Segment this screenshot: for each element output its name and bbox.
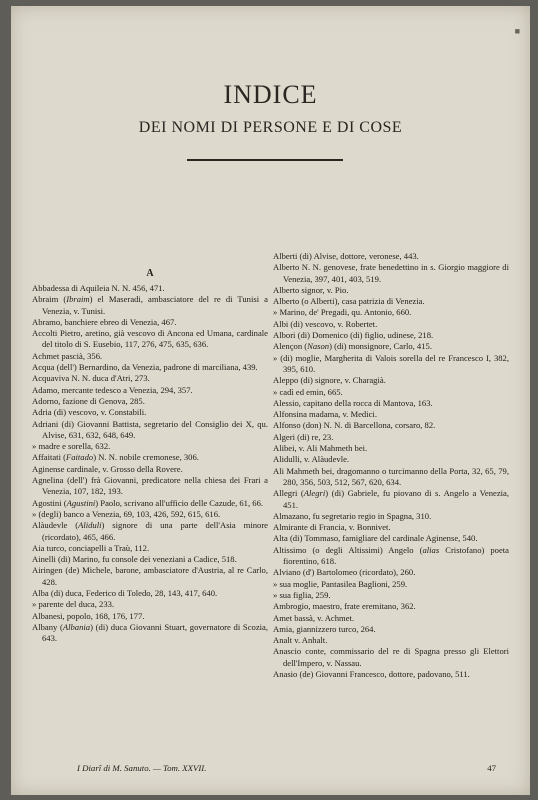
index-entry: Alessio, capitano della rocca di Mantova, 163. (273, 397, 433, 408)
index-entry: Alàudevle (Aliduli) signore di una parte dell'Asia minore (ricordato), 465, 466. (32, 520, 268, 542)
corner-mark: ■ (514, 26, 520, 36)
index-entry: Acqua (dell') Bernardino, da Venezia, padrone di marciliana, 439. (32, 362, 258, 373)
index-entry: Affaitati (Faitado) N. N. nobile cremonese, 306. (32, 452, 199, 463)
index-entry: Agostini (Agustini) Paolo, scrivano all'ufficio delle Cazude, 61, 66. (32, 497, 264, 508)
index-entry: Adamo, mercante tedesco a Venezia, 294, 357. (32, 384, 193, 395)
index-entry: Alberto signor, v. Pio. (273, 284, 349, 295)
index-entry: Aleppo (di) signore, v. Charagià. (273, 375, 386, 386)
section-letter: A (146, 268, 154, 279)
index-entry: Abbadessa di Aquileia N. N. 456, 471. (32, 283, 165, 293)
index-entry: Aia turco, conciapelli a Traù, 112. (32, 542, 150, 553)
index-entry: » parente del duca, 233. (32, 599, 115, 610)
index-entry: Albanesi, popolo, 168, 176, 177. (32, 610, 145, 621)
index-entry: » (di) moglie, Margherita di Valois sorella del re Francesco I, 382, 395, 610. (273, 352, 509, 374)
page-footer (77, 763, 496, 773)
index-entry: Abramo, banchiere ebreo di Venezia, 467. (32, 316, 177, 327)
title-divider (187, 159, 343, 161)
footer-source: I Diarî di M. Sanuto. — Tom. XXVII. (77, 763, 207, 773)
index-entry: Altissimo (o degli Altissimi) Angelo (alias Cristofano) poeta fiorentino, 618. (273, 544, 509, 567)
index-entry: » sua moglie, Pantasilea Baglioni, 259. (273, 578, 408, 589)
index-entry: Alba (di) duca, Federico di Toledo, 28, 143, 417, 640. (32, 588, 218, 599)
index-entry: Alfonso (don) N. N. di Barcellona, corsaro, 82. (273, 420, 436, 431)
index-entry: Accolti Pietro, aretino, già vescovo di Ancona ed Umana, cardinale del titolo di S. Eusebio, 117, 276, 475, 635, 636. (32, 328, 268, 350)
index-entry: Airingen (de) Michele, barone, ambasciatore d'Austria, al re Carlo, 428. (32, 565, 268, 587)
index-entry: » cadì ed emin, 665. (273, 386, 343, 397)
index-entry: Albi (di) vescovo, v. Robertet. (273, 318, 378, 329)
index-entry: Agnelina (dell') frà Giovanni, predicatore nella chiesa dei Frari a Venezia, 107, 182, 193. (32, 475, 268, 497)
index-entry: » Marino, de' Pregadi, qu. Antonio, 660. (273, 307, 412, 318)
index-entry: Albori (di) Domenico (di) figlio, udinese, 218. (273, 330, 434, 341)
page-subtitle: DEI NOMI DI PERSONE E DI COSE (138, 119, 403, 136)
index-entry: Abraim (Ibraim) el Maseradi, ambasciatore del re di Tunisi a Venezia, v. Tunisi. (32, 294, 268, 316)
left-entries (32, 283, 268, 645)
right-entries (273, 251, 509, 680)
index-entry: » (degli) banco a Venezia, 69, 103, 426, 592, 615, 616. (32, 508, 221, 519)
index-entry: Albany (Albania) (di) duca Giovanni Stuart, governatore di Scozia, 643. (32, 621, 268, 644)
index-entry: Alibei, v. Ali Mahmeth bei. (273, 443, 368, 454)
index-entry: Alta (di) Tommaso, famigliare del cardinale Aginense, 540. (273, 533, 478, 544)
index-entry: Alberti (di) Alvise, dottore, veronese, 443. (273, 251, 419, 261)
index-entry: Adria (di) vescovo, v. Constabili. (32, 407, 147, 418)
index-entry: Analt v. Anhalt. (273, 635, 328, 646)
index-entry: Alençon (Nason) (di) monsignore, Carlo, 415. (273, 341, 432, 352)
left-column (32, 251, 268, 645)
index-entry: Ambrogio, maestro, frate eremitano, 362. (273, 601, 416, 612)
index-entry: Ali Mahmeth bei, dragomanno o turcimanno della Porta, 32, 65, 79, 280, 356, 503, 512, 567, 620, 634. (273, 465, 509, 487)
index-page (11, 6, 530, 795)
index-entry: Adriani (di) Giovanni Battista, segretario del Consiglio dei X, qu. Alvise, 631, 632, 648, 649. (32, 418, 268, 440)
index-entry: Algeri (di) re, 23. (273, 431, 334, 442)
page-title: INDICE (223, 80, 318, 109)
index-entry: Aginense cardinale, v. Grosso della Rovere. (32, 463, 183, 474)
index-entry: Alberto N. N. genovese, frate benedettino in s. Giorgio maggiore di Venezia, 397, 401, 403, 519. (273, 262, 509, 284)
index-entry: Ainelli (di) Marino, fu console dei veneziani a Cadice, 518. (32, 554, 237, 565)
right-column (273, 251, 509, 680)
index-entry: » madre e sorella, 632. (32, 441, 111, 452)
index-entry: Alviano (d') Bartolomeo (ricordato), 260. (273, 567, 416, 578)
index-entry: Amet bassà, v. Achmet. (273, 612, 355, 623)
index-entry: Alfonsina madama, v. Medici. (273, 409, 377, 420)
index-entry: Adorno, fazione di Genova, 285. (32, 395, 145, 406)
index-entry: Amia, giannizzero turco, 264. (273, 623, 376, 634)
index-entry: Acquaviva N. N. duca d'Atri, 273. (32, 373, 150, 384)
index-entry: Alidulli, v. Alàudevle. (273, 454, 350, 465)
index-entry: Alberto (o Alberti), casa patrizia di Venezia. (273, 296, 425, 307)
index-entry: Achmet pascià, 356. (32, 350, 103, 361)
index-entry: Anasio (de) Giovanni Francesco, dottore, padovano, 511. (273, 668, 470, 679)
index-entry: » sua figlia, 259. (273, 589, 331, 600)
index-entry: Anascio conte, commissario del re di Spagna presso gli Elettori dell'Impero, v. Nassau. (273, 646, 509, 668)
index-entry: Almirante di Francia, v. Bonnivet. (273, 522, 391, 533)
index-entry: Allegri (Alegri) (di) Gabriele, fu piovano di s. Angelo a Venezia, 451. (273, 488, 509, 510)
index-entry: Almazano, fu segretario regio in Spagna, 310. (273, 510, 432, 521)
page-number: 47 (487, 763, 496, 773)
